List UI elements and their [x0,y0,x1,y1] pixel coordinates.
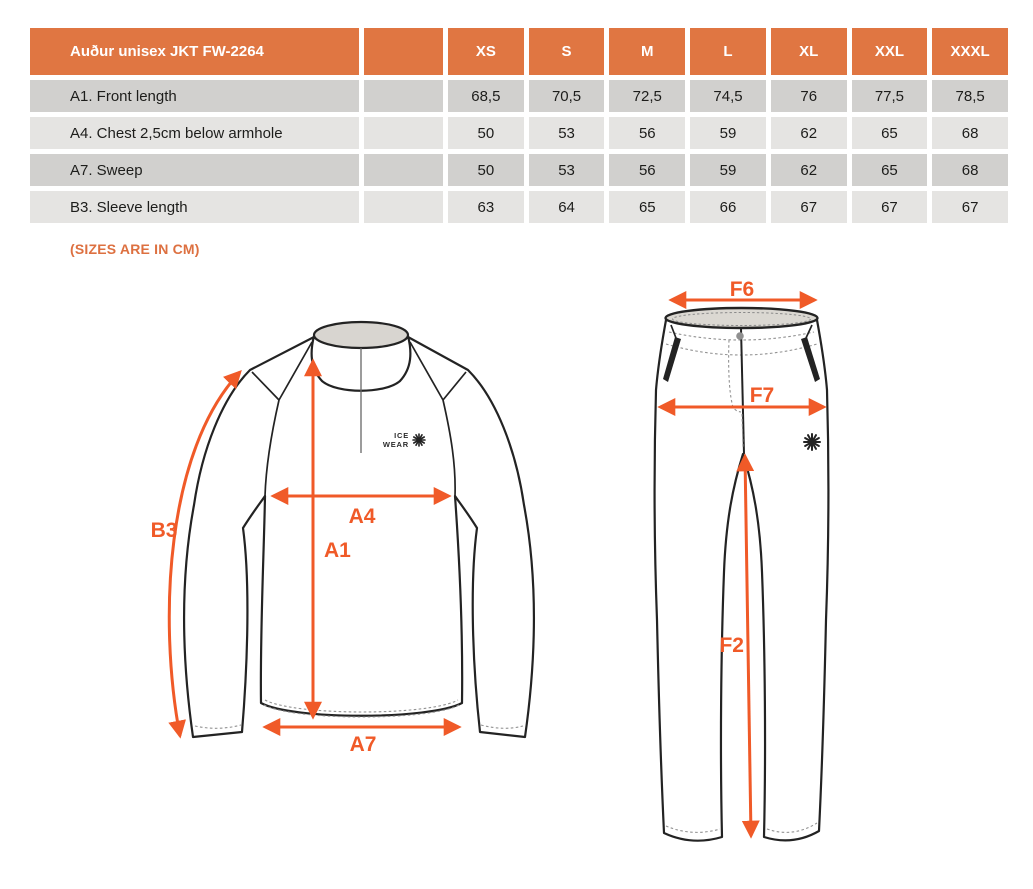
value-a1-s: 70,5 [529,80,605,112]
pants-line-art [655,308,829,841]
value-a7-xs: 50 [448,154,524,186]
units-note: (SIZES ARE IN CM) [70,241,200,257]
row-label-a4: A4. Chest 2,5cm below armhole [30,117,359,149]
value-a4-xxl: 65 [852,117,928,149]
value-a4-m: 56 [609,117,685,149]
row-label-b3: B3. Sleeve length [30,191,359,223]
value-a1-xs: 68,5 [448,80,524,112]
logo-text-ice: ICE [394,431,409,440]
jacket-line-art [184,322,534,737]
value-b3-xl: 67 [771,191,847,223]
value-a1-m: 72,5 [609,80,685,112]
value-a1-xl: 76 [771,80,847,112]
logo-text-wear: WEAR [382,440,409,449]
value-a1-l: 74,5 [690,80,766,112]
value-a4-xxxl: 68 [932,117,1008,149]
value-a7-xxl: 65 [852,154,928,186]
value-b3-s: 64 [529,191,605,223]
value-b3-xxxl: 67 [932,191,1008,223]
value-b3-l: 66 [690,191,766,223]
value-a1-xxl: 77,5 [852,80,928,112]
measure-label-a1: A1 [324,539,351,562]
jacket-diagram [140,290,600,770]
table-title: Auður unisex JKT FW-2264 [30,28,359,75]
col-header-xl: XL [771,28,847,75]
row-spacer [364,154,443,186]
value-a4-s: 53 [529,117,605,149]
value-a7-l: 59 [690,154,766,186]
value-a4-xl: 62 [771,117,847,149]
pants-diagram [630,280,1030,860]
row-label-a1: A1. Front length [30,80,359,112]
value-a7-s: 53 [529,154,605,186]
measure-label-a7: A7 [349,733,377,756]
row-spacer [364,80,443,112]
value-a7-xl: 62 [771,154,847,186]
col-header-xxl: XXL [852,28,928,75]
collar-inside [314,322,408,348]
row-spacer [364,191,443,223]
value-a4-xs: 50 [448,117,524,149]
row-spacer [364,117,443,149]
value-b3-xxl: 67 [852,191,928,223]
size-table [30,28,1008,223]
measure-label-b3: B3 [150,519,178,542]
measure-label-f7: F7 [749,384,775,407]
value-b3-xs: 63 [448,191,524,223]
col-header-l: L [690,28,766,75]
value-a1-xxxl: 78,5 [932,80,1008,112]
f2-arrow [745,456,751,836]
value-b3-m: 65 [609,191,685,223]
measure-label-f6: F6 [729,280,755,301]
value-a7-m: 56 [609,154,685,186]
col-header-xxxl: XXXL [932,28,1008,75]
value-a7-xxxl: 68 [932,154,1008,186]
col-header-s: S [529,28,605,75]
row-label-a7: A7. Sweep [30,154,359,186]
col-header-m: M [609,28,685,75]
waist-button [736,332,744,340]
measure-label-f2: F2 [719,634,744,657]
measure-label-a4: A4 [348,505,376,528]
col-header-xs: XS [448,28,524,75]
table-header-spacer [364,28,443,75]
value-a4-l: 59 [690,117,766,149]
